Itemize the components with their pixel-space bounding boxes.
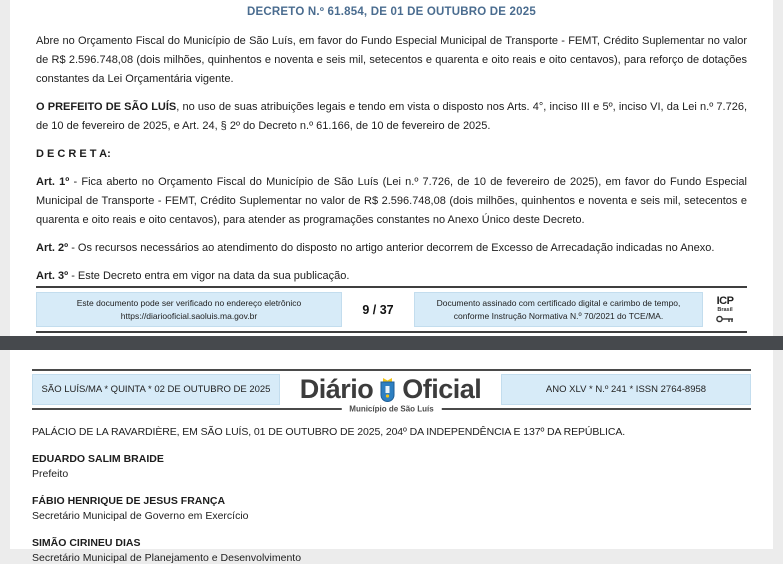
decree-article-2 [36,239,747,258]
signer-role: Secretário Municipal de Planejamento e Desenvolvimento [32,552,302,564]
gazette-logo [290,374,491,405]
article-2-text: - Os recursos necessários ao atendimento do disposto no artigo anterior decorrem de Excesso de Arrecadação indicadas no Anexo. [68,242,715,254]
digital-signature-notice [414,292,703,327]
article-1-label: Art. 1º [36,176,70,188]
article-3-label: Art. 3º [36,270,69,282]
palace-dateline: PALÁCIO DE LA RAVARDIÈRE, EM SÃO LUÍS, 01 DE OUTUBRO DE 2025, 204º DA INDEPENDÊNCIA E 137º DA REPÚBLICA. [32,426,626,438]
logo-word-diario: Diário [299,374,374,404]
signature-block [32,537,751,564]
decreta-heading: D E C R E T A: [36,148,111,160]
decree-preamble [36,98,747,136]
signer-role: Secretário Municipal de Governo em Exercício [32,510,249,522]
decree-article-1 [36,173,747,230]
signature-block [32,453,751,480]
verification-line1: Este documento pode ser verificado no endereço eletrônico [76,298,302,308]
signature-line1: Documento assinado com certificado digital e carimbo de tempo, [436,298,681,308]
signature-block [32,495,751,522]
article-2-label: Art. 2º [36,242,69,254]
preamble-rest: , no uso de suas atribuições legais e tendo em vista o disposto nos Arts. 4°, inciso III e 5º, inciso VI, da Lei n.º 7.726, de 10 de fevereiro de 2025, e Art. 24, § 2º do Decreto n.º 61.166, de 10 de fevereiro de 2025. [36,101,747,132]
signer-name: FÁBIO HENRIQUE DE JESUS FRANÇA [32,495,226,507]
icp-brasil-logo [703,292,747,327]
verification-url: https://diariooficial.saoluis.ma.gov.br [120,310,258,321]
masthead-municipality-label: Município de São Luís [341,405,441,414]
key-icon [716,315,734,323]
masthead-rule [32,404,751,414]
page-separator-band [0,336,783,350]
document-page-2 [10,350,773,564]
signer-role: Prefeito [32,468,69,480]
decree-article-3 [36,267,747,286]
gazette-masthead [32,369,751,414]
city-crest-icon [378,377,397,403]
decree-ementa: Abre no Orçamento Fiscal do Município de São Luís, em favor do Fundo Especial Municipal de Transporte - FEMT, Crédito Suplementar no valor de R$ 2.596.748,08 (dois milhões, quinhentos e noventa e seis mil, setecentos e quarenta e oito reais e oito centavos), para reforço de dotações constantes da Lei Orçamentária vigente. [36,35,747,85]
page-footer-bar [36,286,747,333]
signer-name: EDUARDO SALIM BRAIDE [32,453,164,465]
masthead-edition-box: ANO XLV * N.º 241 * ISSN 2764-8958 [501,374,751,405]
masthead-date-box: SÃO LUÍS/MA * QUINTA * 02 DE OUTUBRO DE 2025 [32,374,280,405]
article-3-text: - Este Decreto entra em vigor na data da sua publicação. [68,270,350,282]
logo-word-oficial: Oficial [402,374,482,404]
page-indicator: 9 / 37 [342,292,414,327]
signature-line2: conforme Instrução Normativa N.º 70/2021 do TCE/MA. [453,310,664,321]
icp-logo-text: ICP [716,295,734,308]
verification-notice [36,292,342,327]
signer-name: SIMÃO CIRINEU DIAS [32,537,141,549]
icp-logo-subtext: Brasil [717,307,733,314]
article-1-text: - Fica aberto no Orçamento Fiscal do Município de São Luís (Lei n.º 7.726, de 10 de fevereiro de 2025), em favor do Fundo Especial Municipal de Transporte - FEMT, Crédito Suplementar no valor de R$ 2.596.748,08 (dois milhões, quinhentos e noventa e seis mil, setecentos e quarenta e oito reais e oito centavos), para atender as programações constantes no Anexo Único deste Decreto. [36,176,747,226]
preamble-lead: O PREFEITO DE SÃO LUÍS [36,101,177,113]
document-page-1 [10,0,773,336]
decree-title: DECRETO N.º 61.854, DE 01 DE OUTUBRO DE 2025 [247,6,536,18]
